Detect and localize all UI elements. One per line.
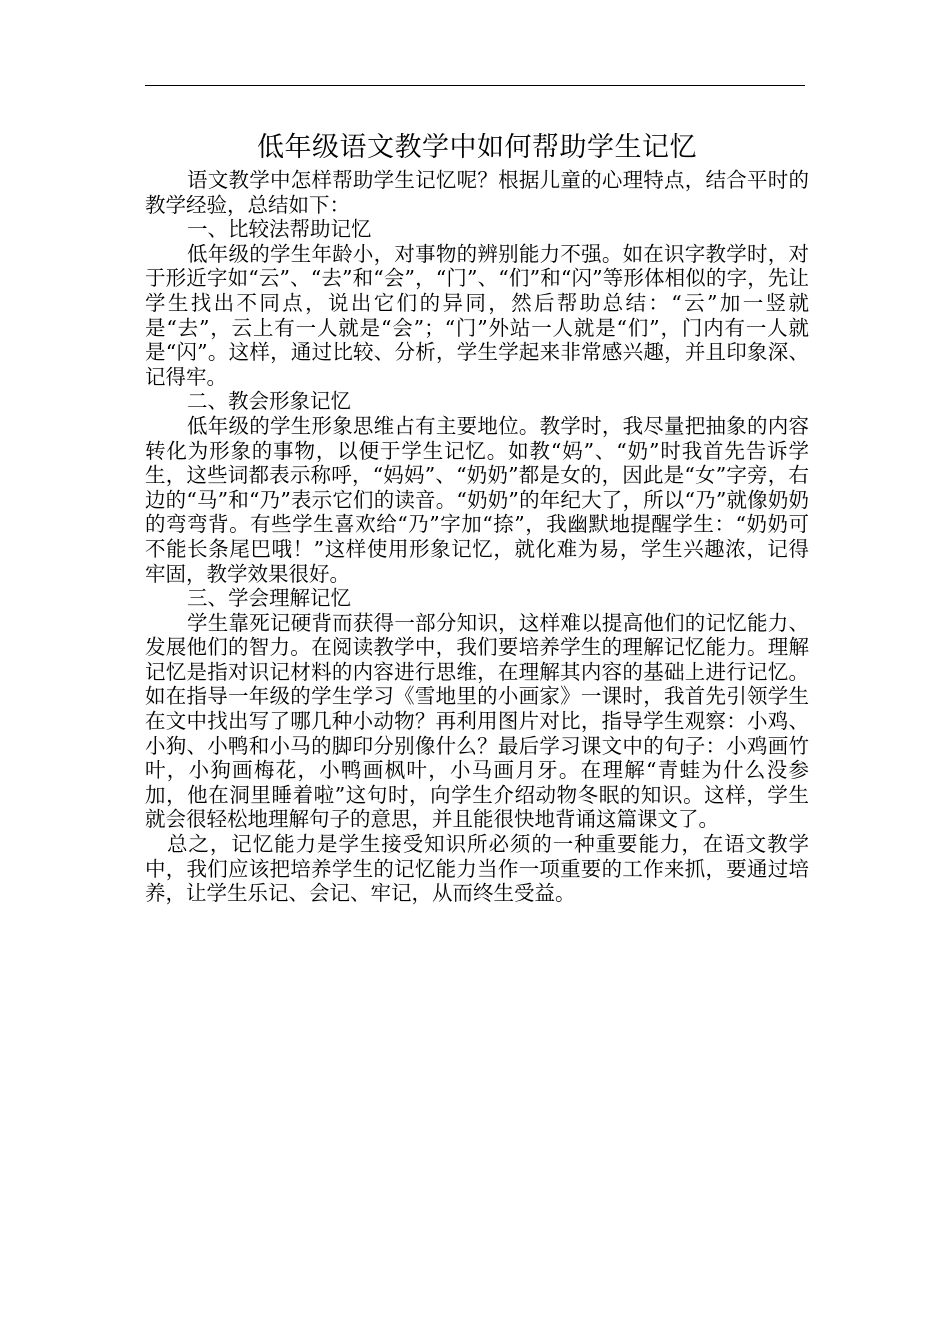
section-3-body: 学生靠死记硬背而获得一部分知识，这样难以提高他们的记忆能力、发展他们的智力。在阅读教学中，我们要培养学生的理解记忆能力。理解记忆是指对识记材料的内容进行思维，在理解其内容的基础上进行记忆。如在指导一年级的学生学习《雪地里的小画家》一课时，我首先引领学生在文中找出写了哪几种小动物？再利用图片对比，指导学生观察：小鸡、小狗、小鸭和小马的脚印分别像什么？最后学习课文中的句子：小鸡画竹叶，小狗画梅花，小鸭画枫叶，小马画月牙。在理解“青蛙为什么没参加，他在洞里睡着啦”这句时，向学生介绍动物冬眠的知识。这样，学生就会很轻松地理解句子的意思，并且能很快地背诵这篇课文了。 [145, 610, 809, 832]
header-rule [145, 85, 805, 86]
document-content [145, 128, 809, 906]
section-3-heading: 三、学会理解记忆 [187, 586, 351, 611]
section-1-heading: 一、比较法帮助记忆 [187, 217, 372, 242]
document-title: 低年级语文教学中如何帮助学生记忆 [257, 132, 697, 163]
intro-paragraph: 语文教学中怎样帮助学生记忆呢？根据儿童的心理特点，结合平时的教学经验，总结如下： [145, 168, 809, 217]
conclusion-paragraph: 总之，记忆能力是学生接受知识所必须的一种重要能力，在语文教学中，我们应该把培养学生的记忆能力当作一项重要的工作来抓，要通过培养，让学生乐记、会记、牢记，从而终生受益。 [145, 832, 809, 906]
section-2-body: 低年级的学生形象思维占有主要地位。教学时，我尽量把抽象的内容转化为形象的事物，以便于学生记忆。如教“妈”、“奶”时我首先告诉学生，这些词都表示称呼，“妈妈”、“奶奶”都是女的，因此是“女”字旁，右边的“马”和“乃”表示它们的读音。“奶奶”的年纪大了，所以“乃”就像奶奶的弯弯背。有些学生喜欢给“乃”字加“捺”，我幽默地提醒学生：“奶奶可不能长条尾巴哦！”这样使用形象记忆，就化难为易，学生兴趣浓，记得牢固，教学效果很好。 [145, 413, 809, 586]
section-1-body: 低年级的学生年龄小，对事物的辨别能力不强。如在识字教学时，对于形近字如“云”、“去”和“会”，“门”、“们”和“闪”等形体相似的字，先让学生找出不同点，说出它们的异同，然后帮助总结：“云”加一竖就是“去”，云上有一人就是“会”；“门”外站一人就是“们”，门内有一人就是“闪”。这样，通过比较、分析，学生学起来非常感兴趣，并且印象深、记得牢。 [145, 241, 809, 389]
section-2-heading: 二、教会形象记忆 [187, 389, 351, 414]
